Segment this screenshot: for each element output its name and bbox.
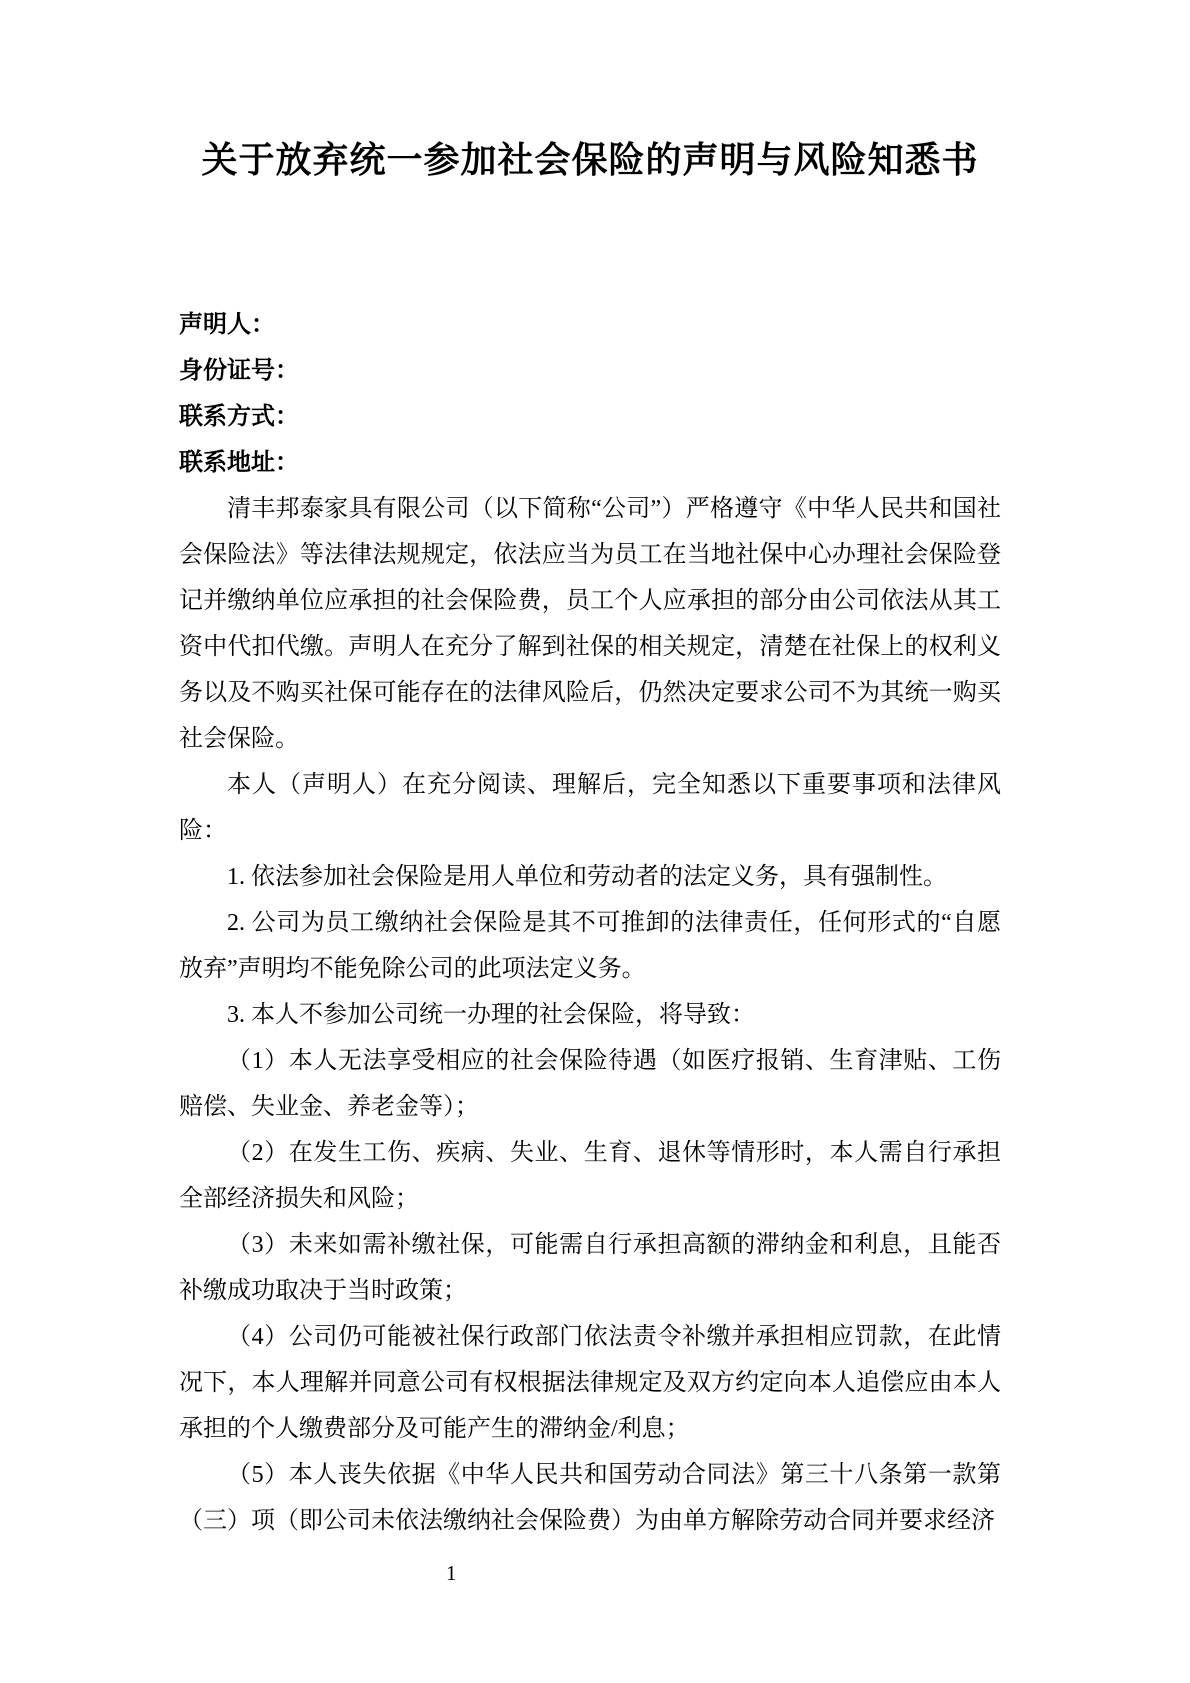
document-title: 关于放弃统一参加社会保险的声明与风险知悉书 (201, 140, 979, 180)
paragraph-acknowledgement-lead: 本人（声明人）在充分阅读、理解后，完全知悉以下重要事项和法律风险： (179, 772, 1001, 844)
sub-item-1-no-benefits: （1）本人无法享受相应的社会保险待遇（如医疗报销、生育津贴、工伤赔偿、失业金、养老金等）； (179, 1048, 1001, 1120)
field-label-address: 联系地址： (179, 450, 299, 476)
list-item-1-legal-obligation: 1. 依法参加社会保险是用人单位和劳动者的法定义务，具有强制性。 (227, 864, 947, 890)
sub-item-5-loss-of-termination-right: （5）本人丧失依据《中华人民共和国劳动合同法》第三十八条第一款第（三）项（即公司未依法缴纳社会保险费）为由单方解除劳动合同并要求经济 (179, 1462, 1001, 1534)
sub-item-4-company-recourse: （4）公司仍可能被社保行政部门依法责令补缴并承担相应罚款，在此情况下，本人理解并同意公司有权根据法律规定及双方约定向本人追偿应由本人承担的个人缴费部分及可能产生的滞纳金/利息； (179, 1324, 1001, 1442)
sub-item-2-self-bear-losses: （2）在发生工伤、疾病、失业、生育、退休等情形时，本人需自行承担全部经济损失和风险； (179, 1140, 1001, 1212)
field-label-id-number: 身份证号： (179, 358, 299, 384)
sub-item-3-late-payment-fees: （3）未来如需补缴社保，可能需自行承担高额的滞纳金和利息，且能否补缴成功取决于当时政策； (179, 1232, 1001, 1304)
field-label-declarant: 声明人： (179, 312, 275, 338)
document-body (179, 486, 1001, 1544)
list-item-2-company-responsibility: 2. 公司为员工缴纳社会保险是其不可推卸的法律责任，任何形式的“自愿放弃”声明均不能免除公司的此项法定义务。 (179, 910, 1001, 982)
declarant-info-fields (179, 302, 1190, 486)
page-number-footer: 1 (446, 1561, 457, 1585)
field-label-contact: 联系方式： (179, 404, 299, 430)
paragraph-company-intro: 清丰邦泰家具有限公司（以下简称“公司”）严格遵守《中华人民共和国社会保险法》等法律法规规定，依法应当为员工在当地社保中心办理社会保险登记并缴纳单位应承担的社会保险费，员工个人应承担的部分由公司依法从其工资中代扣代缴。声明人在充分了解到社保的相关规定，清楚在社保上的权利义务以及不购买社保可能存在的法律风险后，仍然决定要求公司不为其统一购买社会保险。 (179, 496, 1001, 752)
list-item-3-consequences-lead: 3. 本人不参加公司统一办理的社会保险，将导致： (227, 1002, 755, 1028)
